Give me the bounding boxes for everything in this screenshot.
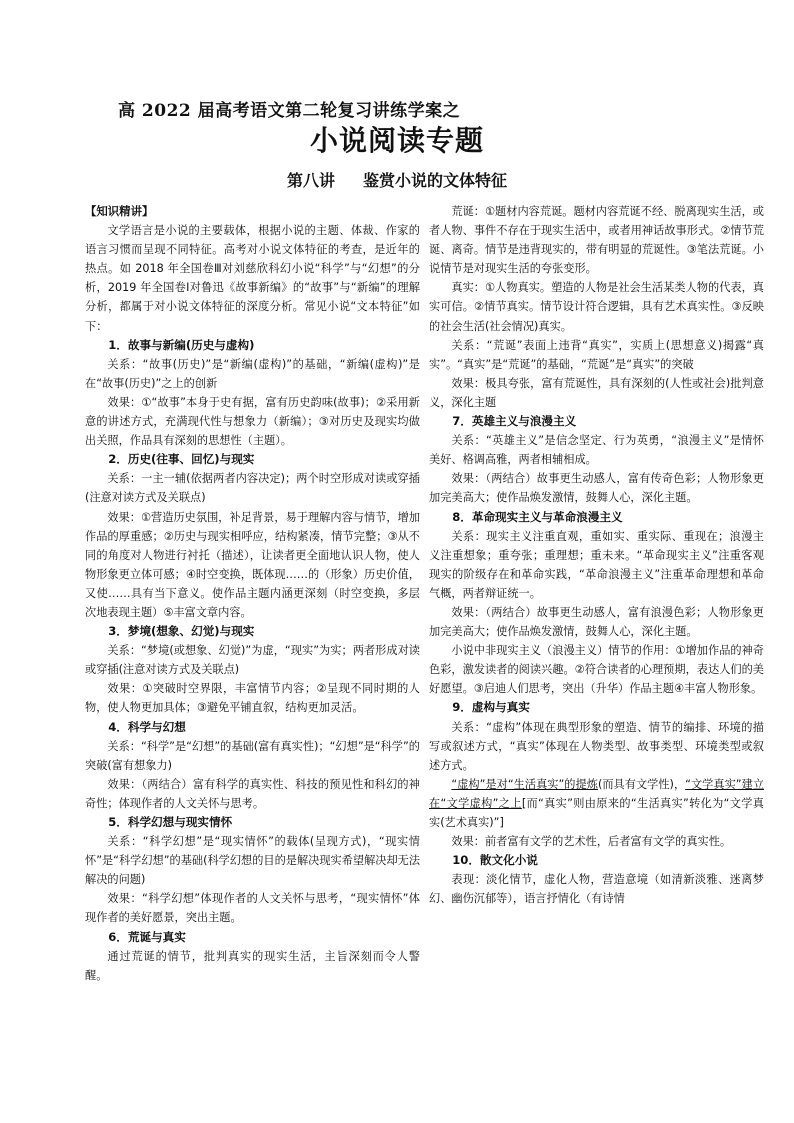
lecture-topic: 鉴赏小说的文体特征: [363, 171, 508, 190]
paragraph-effect: 效果：（两结合）故事更生动感人，富有传奇色彩；人物形象更加完美高大；使作品焕发激情，鼓舞人心，深化主题。: [429, 472, 764, 505]
lecture-number: 第八讲: [286, 171, 335, 190]
paragraph-relation: 关系：一主一辅(依据两者内容决定)；两个时空形成对读或穿插(注意对读方式及关联点): [85, 472, 420, 505]
main-title: 小说阅读专题: [309, 124, 484, 157]
right-column: [429, 202, 764, 1082]
paragraph-quote: [429, 775, 764, 832]
paragraph-effect: 效果：①营造历史氛围，补足背景，易于理解内容与情节，增加作品的厚重感；②历史与现实相呼应，结构紧凑，情节完整；③从不同的角度对人物进行衬托（描述），让读者更全面地认识人物，使人物形象更立体可感；④时空变换，既体现……的（形象）历史价值，又使……具有当下意义。使作品主题内涵更深刻（时空变换，多层次地表现主题）⑤丰富文章内容。: [85, 510, 420, 619]
heading-fiction-and-truth: 9．虚构与真实: [452, 700, 530, 715]
paragraph-intro: 通过荒诞的情节，批判真实的现实生活，主旨深刻而令人警醒。: [85, 949, 420, 982]
plain-text: [而“真实”则由原来的“生活真实”转化为“文学真实(艺术真实)”]: [429, 796, 764, 829]
paragraph-function: 小说中非现实主义（浪漫主义）情节的作用：①增加作品的神奇色彩，激发读者的阅读兴趣。②符合读者的心理预期，表达人们的美好愿望。③启迪人们思考，突出（升华）作品主题④丰富人物形象。: [429, 644, 764, 696]
paragraph-effect: 效果：（两结合）富有科学的真实性、科技的预见性和科幻的神奇性；体现作者的人文关怀与思考。: [85, 777, 420, 810]
lecture-title: [0, 168, 794, 191]
heading-science-and-fantasy: 4．科学与幻想: [108, 719, 186, 734]
paragraph-relation: 关系：“虚构”体现在典型形象的塑造、情节的编排、环境的描写或叙述方式，“真实”体现在人物类型、故事类型、环境类型或叙述方式。: [429, 720, 764, 772]
intro-paragraph: 文学语言是小说的主要载体，根据小说的主题、体裁、作家的语言习惯而呈现不同特征。高考对小说文体特征的考查，是近年的热点。如 2018 年全国卷Ⅲ对刘慈欣科幻小说“科学”与“幻想”的分析，2019 年全国卷Ⅰ对鲁迅《故事新编》的“故事”与“新编”的理解分析，都属于对小说文体特征的深度分析。常见小说“文本特征”如下：: [85, 224, 420, 333]
heading-heroism-and-romanticism: 7．英雄主义与浪漫主义: [452, 414, 577, 429]
paragraph-relation: 关系：现实主义注重直观，重如实、重实际、重现在；浪漫主义注重想象；重夸张；重理想；重未来。“革命现实主义”注重客观现实的阶级存在和革命实践，“革命浪漫主义”注重革命理想和革命气概，两者辩证统一。: [429, 529, 764, 600]
paragraph-real: 真实：①人物真实。塑造的人物是社会生活某类人物的代表，真实可信。②情节真实。情节设计符合逻辑，具有艺术真实性。③反映的社会生活(社会情况)真实。: [429, 281, 764, 333]
underlined-text: “虚构”是对“生活真实”的提炼: [451, 777, 598, 791]
paragraph-relation: 关系：“英雄主义”是信念坚定、行为英勇，“浪漫主义”是情怀美好、格调高雅，两者相辅相成。: [429, 434, 764, 467]
paragraph-relation: 关系：“故事(历史)”是“新编(虚构)”的基础，“新编(虚构)”是在“故事(历史)”之上的创新: [85, 357, 420, 390]
paragraph-relation: 关系：“梦境(或想象、幻觉)”为虚，“现实”为实；两者形成对读或穿插(注意对读方式及关联点): [85, 644, 420, 677]
paragraph-effect: 效果：①突破时空界限，丰富情节内容；②呈现不同时期的人物，使人物更加具体；③避免平铺直叙，结构更加灵活。: [85, 682, 420, 715]
heading-story-and-retelling: 1．故事与新编(历史与虚构): [108, 337, 255, 352]
paragraph-absurd: 荒诞：①题材内容荒诞。题材内容荒诞不经、脱离现实生活，或者人物、事件不存在于现实生活中，或者用神话故事形式。②情节荒诞、离奇。情节是违背现实的，带有明显的荒诞性。③笔法荒诞。小说情节是对现实生活的夸张变形。: [429, 205, 764, 276]
heading-dream-and-reality: 3．梦境(想象、幻觉)与现实: [108, 624, 255, 639]
heading-absurd-and-real: 6．荒诞与真实: [108, 929, 186, 944]
plain-text: (而具有文学性)，: [597, 777, 686, 791]
paragraph-effect: 效果：前者富有文学的艺术性，后者富有文学的真实性。: [451, 835, 732, 849]
paragraph-relation: 关系：“荒诞”表面上违背“真实”，实质上(思想意义)揭露“真实”。“真实”是“荒诞”的基础，“荒诞”是“真实”的突破: [429, 338, 764, 371]
paragraph-effect: 效果：（两结合）故事更生动感人，富有浪漫色彩；人物形象更加完美高大；使作品焕发激情，鼓舞人心，深化主题。: [429, 605, 764, 639]
underlined-text: “文学真实”建立在“文学虚构”之上: [429, 777, 764, 810]
paragraph-effect: 效果：“科学幻想”体现作者的人文关怀与思考，“现实情怀”体现作者的美好愿景，突出主题。: [85, 892, 420, 925]
paragraph-relation: 关系：“科学”是“幻想”的基础(富有真实性)；“幻想”是“科学”的突破(富有想象力): [85, 739, 420, 772]
paragraph-effect: 效果：极具夸张，富有荒诞性，具有深刻的(人性或社会)批判意义，深化主题: [429, 376, 764, 409]
series-title: 高 2022 届高考语文第二轮复习讲练学案之: [118, 101, 461, 121]
heading-prose-novel: 10．散文化小说: [452, 853, 538, 868]
paragraph-effect: 效果：①“故事”本身于史有据，富有历史韵味(故事)；②采用新意的讲述方式，充满现代性与想象力（新编）；③对历史及现实均做出关照，作品具有深刻的思想性（主题）。: [85, 395, 420, 448]
paragraph-expression: 表现：淡化情节，虚化人物，营造意境（如清新淡雅、迷离梦幻、幽伤沉郁等），语言抒情化（有诗情: [429, 873, 764, 906]
heading-history-and-reality: 2．历史(往事、回忆)与现实: [108, 452, 255, 467]
paragraph-relation: 关系：“科学幻想”是“现实情怀”的载体(呈现方式)，“现实情怀”是“科学幻想”的基础(科学幻想的目的是解决现实希望解决却无法解决的问题): [85, 835, 420, 887]
heading-scifi-and-reality: 5．科学幻想与现实情怀: [108, 815, 233, 829]
left-column: [85, 202, 420, 1082]
section-tag: 【知识精讲】: [85, 204, 154, 218]
heading-revolutionary-realism: 8．革命现实主义与革命浪漫主义: [452, 509, 623, 524]
